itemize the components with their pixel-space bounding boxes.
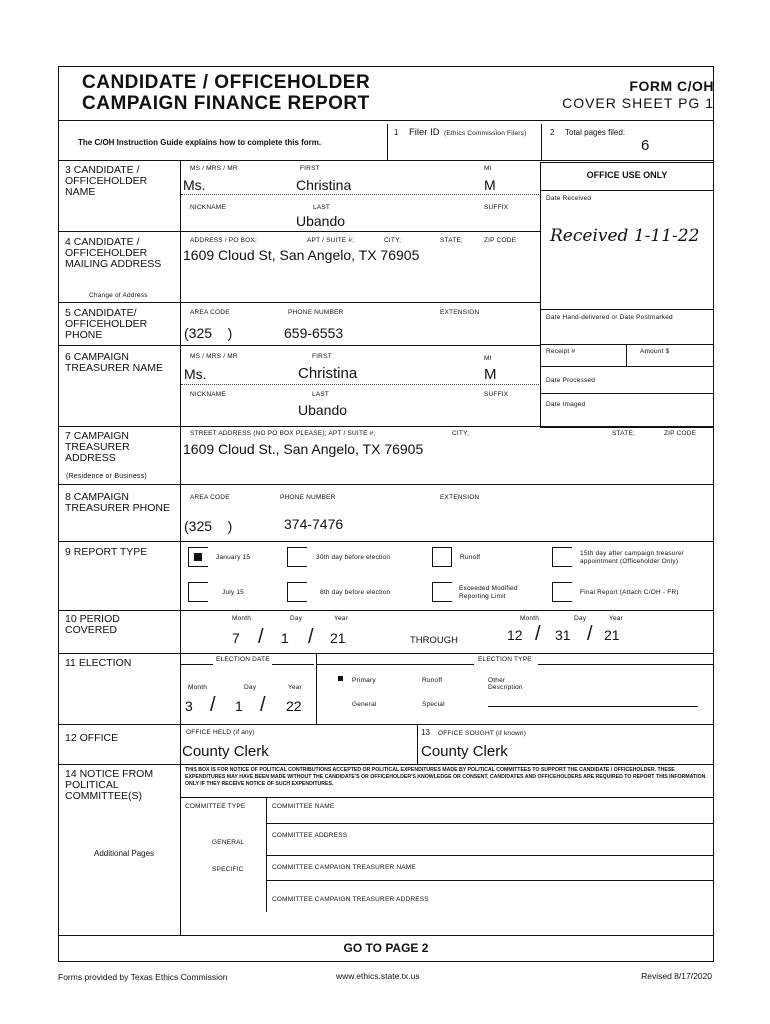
section-7-label: 7 CAMPAIGN TREASURER ADDRESS bbox=[65, 430, 130, 464]
notice-text: THIS BOX IS FOR NOTICE OF POLITICAL CONTRIBUTIONS ACCEPTED OR POLITICAL EXPENDITURES MADE BY POLITICAL COMMITTEES TO SUPPORT THE CANDIDATE / OFFICEHOLDER. THESE EXPENDITURES MAY HAVE BEEN MADE WITHOUT THE CANDIDATE'S OR OFFICEHOLDER'S KNOWLEDGE OR CONSENT. CANDIDATES AND OFFICEHOLDERS ARE REQUIRED TO REPORT THIS INFORMATION ONLY IF THEY RECEIVE NOTICE OF SUCH EXPENDITURES. bbox=[185, 767, 706, 787]
report-runoff-label: Runoff bbox=[460, 554, 481, 561]
election-type-label: ELECTION TYPE bbox=[478, 656, 532, 663]
t-nickname-label: NICKNAME bbox=[190, 391, 226, 398]
period-to-day[interactable]: 31 bbox=[555, 627, 571, 643]
election-month[interactable]: 3 bbox=[185, 698, 193, 714]
treasurer-first-name[interactable]: Christina bbox=[298, 365, 358, 382]
area-code-label: AREA CODE bbox=[190, 309, 230, 316]
treasurer-phone[interactable]: 374-7476 bbox=[284, 516, 344, 532]
committee-specific-label[interactable]: SPECIFIC bbox=[212, 866, 244, 873]
phone-label: PHONE NUMBER bbox=[288, 309, 344, 316]
treasurer-ms[interactable]: Ms. bbox=[184, 366, 207, 382]
footer-provided-by: Forms provided by Texas Ethics Commission bbox=[58, 972, 228, 982]
period-day-label: Day bbox=[290, 615, 303, 622]
t-suffix-label: SUFFIX bbox=[484, 391, 509, 398]
footer-revised: Revised 8/17/2020 bbox=[641, 971, 712, 981]
report-15th-label: 15th day after campaign treasurer appointment (Officeholder Only) bbox=[580, 550, 685, 565]
t-area-label: AREA CODE bbox=[190, 494, 230, 501]
section-4-label: 4 CANDIDATE / OFFICEHOLDER MAILING ADDRESS bbox=[65, 236, 162, 270]
office-use-title: OFFICE USE ONLY bbox=[586, 170, 668, 180]
t-phone-label: PHONE NUMBER bbox=[280, 494, 336, 501]
date-processed-label: Date Processed bbox=[546, 377, 596, 384]
form-name: FORM C/OH bbox=[629, 78, 714, 94]
committee-treasurer-address-label: COMMITTEE CAMPAIGN TREASURER ADDRESS bbox=[272, 896, 429, 903]
apt-label: APT / SUITE #; bbox=[307, 237, 355, 244]
slash: / bbox=[260, 694, 266, 716]
filer-id-number: 1 bbox=[394, 128, 399, 137]
candidate-last-name[interactable]: Ubando bbox=[296, 213, 346, 229]
additional-pages[interactable]: Additional Pages bbox=[94, 849, 155, 858]
checkbox-exceeded[interactable] bbox=[432, 582, 452, 602]
section-9-label: 9 REPORT TYPE bbox=[65, 546, 148, 558]
suffix-label: SUFFIX bbox=[484, 204, 509, 211]
candidate-mi[interactable]: M bbox=[484, 177, 496, 193]
election-day[interactable]: 1 bbox=[235, 698, 243, 714]
period-to-month-label: Month bbox=[520, 615, 540, 622]
nickname-label: NICKNAME bbox=[190, 204, 226, 211]
checkbox-july[interactable] bbox=[188, 582, 208, 602]
committee-name-label: COMMITTEE NAME bbox=[272, 803, 335, 810]
checkbox-15th-day[interactable] bbox=[552, 547, 572, 567]
t-first-label: FIRST bbox=[312, 353, 332, 360]
period-to-month[interactable]: 12 bbox=[507, 627, 523, 643]
election-runoff-label[interactable]: Runoff bbox=[422, 677, 443, 684]
last-label: LAST bbox=[313, 204, 331, 211]
total-pages-label: Total pages filed: bbox=[565, 128, 626, 137]
mi-label: MI bbox=[484, 165, 492, 172]
slash: / bbox=[308, 626, 314, 648]
t-last-label: LAST bbox=[312, 391, 330, 398]
election-day-label: Day bbox=[244, 684, 257, 691]
committee-type-label: COMMITTEE TYPE bbox=[185, 803, 246, 810]
period-to-year[interactable]: 21 bbox=[604, 627, 620, 643]
period-to-day-label: Day bbox=[574, 615, 587, 622]
amount-label: Amount $ bbox=[640, 348, 670, 355]
t-state-label: STATE; bbox=[612, 430, 635, 437]
office-held-label: OFFICE HELD (if any) bbox=[186, 729, 255, 736]
election-special-label[interactable]: Special bbox=[422, 701, 445, 708]
report-july-label: July 15 bbox=[222, 589, 244, 596]
t-mi-label: MI bbox=[484, 355, 492, 362]
total-pages-value[interactable]: 6 bbox=[641, 137, 650, 154]
go-to-page-2[interactable]: GO TO PAGE 2 bbox=[343, 941, 429, 955]
election-year[interactable]: 22 bbox=[286, 698, 302, 714]
residence-note: (Residence or Business) bbox=[66, 473, 147, 480]
checkbox-30th-day[interactable] bbox=[287, 547, 307, 567]
pages-number: 2 bbox=[550, 128, 555, 137]
receipt-label: Receipt # bbox=[546, 348, 576, 355]
candidate-ms[interactable]: Ms. bbox=[183, 177, 206, 193]
first-label: FIRST bbox=[300, 165, 320, 172]
slash: / bbox=[258, 626, 264, 648]
election-date-label: ELECTION DATE bbox=[216, 656, 270, 663]
t-city-label: CITY; bbox=[452, 430, 470, 437]
slash: / bbox=[210, 694, 216, 716]
period-to-year-label: Year bbox=[609, 615, 623, 622]
section-3-label: 3 CANDIDATE / OFFICEHOLDER NAME bbox=[65, 164, 148, 198]
date-received-label: Date Received bbox=[546, 195, 592, 202]
election-year-label: Year bbox=[288, 684, 302, 691]
t-ms-label: MS / MRS / MR bbox=[190, 353, 238, 360]
form-subtitle: COVER SHEET PG 1 bbox=[562, 95, 714, 111]
section-13-number: 13 bbox=[421, 728, 430, 737]
slash: / bbox=[587, 623, 593, 645]
zip-label: ZIP CODE bbox=[484, 237, 517, 244]
extension-label: EXTENSION bbox=[440, 309, 480, 316]
change-of-address[interactable]: Change of Address bbox=[89, 292, 148, 299]
slash: / bbox=[535, 623, 541, 645]
section-14-label: 14 NOTICE FROM POLITICAL COMMITTEE(S) bbox=[65, 768, 154, 802]
office-held-value[interactable]: County Clerk bbox=[182, 743, 269, 760]
ms-label: MS / MRS / MR bbox=[190, 165, 238, 172]
report-exceeded-label: Exceeded Modified Reporting Limit bbox=[459, 585, 518, 600]
section-11-label: 11 ELECTION bbox=[65, 657, 132, 669]
candidate-address-value[interactable]: 1609 Cloud St, San Angelo, TX 76905 bbox=[183, 247, 420, 263]
candidate-area-code[interactable]: (325 ) bbox=[184, 325, 233, 341]
treasurer-last-name[interactable]: Ubando bbox=[298, 402, 348, 418]
section-5-label: 5 CANDIDATE/ OFFICEHOLDER PHONE bbox=[65, 307, 148, 341]
treasurer-address-value[interactable]: 1609 Cloud St., San Angelo, TX 76905 bbox=[183, 441, 424, 457]
candidate-phone[interactable]: 659-6553 bbox=[284, 325, 344, 341]
date-imaged-label: Date Imaged bbox=[546, 401, 586, 408]
through-label: THROUGH bbox=[410, 635, 459, 646]
t-extension-label: EXTENSION bbox=[440, 494, 480, 501]
instruction-text: The C/OH Instruction Guide explains how to complete this form. bbox=[78, 138, 322, 147]
office-sought-value[interactable]: County Clerk bbox=[421, 743, 508, 760]
election-other-label[interactable]: Other Description bbox=[488, 677, 523, 691]
section-6-label: 6 CAMPAIGN TREASURER NAME bbox=[65, 351, 164, 374]
period-year-label: Year bbox=[334, 615, 348, 622]
report-final-label: Final Report (Attach C/OH - FR) bbox=[580, 589, 679, 596]
report-30th-label: 30th day before election bbox=[316, 554, 391, 561]
state-label: STATE; bbox=[440, 237, 463, 244]
t-zip-label: ZIP CODE bbox=[664, 430, 697, 437]
section-10-label: 10 PERIOD COVERED bbox=[65, 613, 120, 636]
city-label: CITY; bbox=[384, 237, 402, 244]
form-title-line1: CANDIDATE / OFFICEHOLDER bbox=[82, 72, 371, 93]
section-8-label: 8 CAMPAIGN TREASURER PHONE bbox=[65, 491, 171, 514]
report-january-label: January 15 bbox=[216, 554, 251, 561]
committee-treasurer-name-label: COMMITTEE CAMPAIGN TREASURER NAME bbox=[272, 864, 416, 871]
received-stamp: Received 1-11-22 bbox=[550, 226, 700, 246]
candidate-first-name[interactable]: Christina bbox=[296, 177, 352, 193]
committee-general-label[interactable]: GENERAL bbox=[212, 839, 245, 846]
election-month-label: Month bbox=[188, 684, 208, 691]
form-title-line2: CAMPAIGN FINANCE REPORT bbox=[82, 93, 370, 114]
section-12-label: 12 OFFICE bbox=[65, 732, 119, 744]
period-from-day[interactable]: 1 bbox=[281, 630, 289, 646]
filer-id-note: (Ethics Commission Filers) bbox=[444, 130, 527, 137]
period-month-label: Month bbox=[232, 615, 252, 622]
election-primary-label[interactable]: Primary bbox=[352, 677, 376, 684]
election-general-label[interactable]: General bbox=[352, 701, 377, 708]
footer-url[interactable]: www.ethics.state.tx.us bbox=[336, 971, 420, 981]
period-from-year[interactable]: 21 bbox=[330, 630, 346, 646]
report-8th-label: 8th day before election bbox=[320, 589, 391, 596]
committee-address-label: COMMITTEE ADDRESS bbox=[272, 832, 348, 839]
street-label: STREET ADDRESS (NO PO BOX PLEASE); APT / SUITE #; bbox=[190, 430, 376, 437]
election-primary-mark bbox=[338, 676, 343, 681]
address-label: ADDRESS / PO BOX; bbox=[190, 237, 257, 244]
filer-id-label: Filer ID bbox=[409, 127, 440, 138]
checkbox-january[interactable] bbox=[188, 547, 208, 567]
office-sought-label: OFFICE SOUGHT (if known) bbox=[438, 730, 527, 737]
checkbox-final[interactable] bbox=[552, 582, 572, 602]
checkbox-runoff[interactable] bbox=[432, 547, 452, 567]
treasurer-mi[interactable]: M bbox=[484, 366, 497, 383]
date-hand-delivered-label: Date Hand-delivered or Date Postmarked bbox=[546, 314, 673, 321]
period-from-month[interactable]: 7 bbox=[232, 630, 240, 646]
treasurer-area-code[interactable]: (325 ) bbox=[184, 518, 233, 534]
checkbox-mark bbox=[194, 553, 202, 561]
checkbox-8th-day[interactable] bbox=[287, 582, 307, 602]
